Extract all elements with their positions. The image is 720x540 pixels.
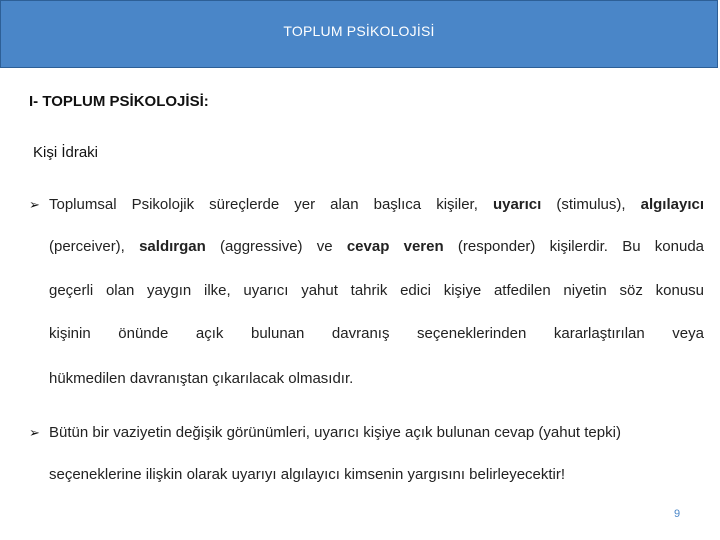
subheading: Kişi İdraki bbox=[33, 144, 99, 161]
arrow-bullet-icon: ➢ bbox=[29, 425, 40, 440]
bullet-item-1 bbox=[29, 196, 704, 386]
bullet-1-line-2: (perceiver), saldırgan (aggressive) ve cevap veren (responder) kişilerdir. Bu konuda bbox=[49, 238, 704, 255]
bullet-1-line-1: Toplumsal Psikolojik süreçlerde yer alan başlıca kişiler, uyarıcı (stimulus), algılayıcı bbox=[49, 196, 704, 213]
page-number: 9 bbox=[674, 508, 681, 520]
slide-title: TOPLUM PSİKOLOJİSİ bbox=[283, 23, 435, 39]
section-heading: I- TOPLUM PSİKOLOJİSİ: bbox=[29, 93, 209, 110]
bullet-1-line-4: kişinin önünde açık bulunan davranış seçeneklerinden kararlaştırılan veya bbox=[49, 325, 704, 342]
bullet-item-2 bbox=[29, 424, 704, 494]
header-bar bbox=[0, 0, 718, 68]
bullet-2-line-1: Bütün bir vaziyetin değişik görünümleri, uyarıcı kişiye açık bulunan cevap (yahut tepki) bbox=[49, 424, 621, 441]
arrow-bullet-icon: ➢ bbox=[29, 197, 40, 212]
bullet-1-line-3: geçerli olan yaygın ilke, uyarıcı yahut tahrik edici kişiye atfedilen niyetin söz konusu bbox=[49, 282, 704, 299]
bullet-1-line-5: hükmedilen davranıştan çıkarılacak olmasıdır. bbox=[49, 370, 354, 387]
bullet-2-line-2: seçeneklerine ilişkin olarak uyarıyı algılayıcı kimsenin yargısını belirleyecektir! bbox=[49, 466, 566, 483]
